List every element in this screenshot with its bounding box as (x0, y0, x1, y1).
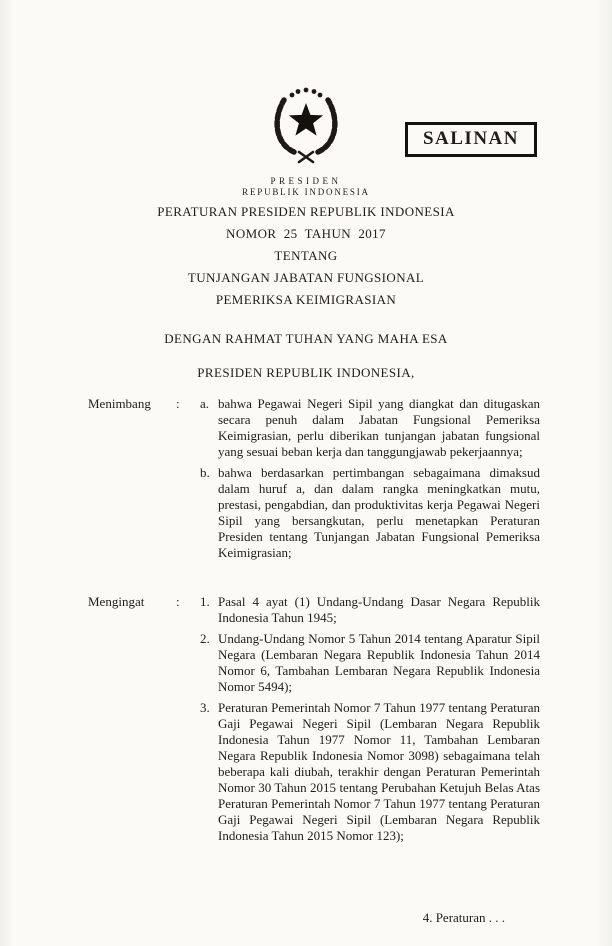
title-line-subject-1: TUNJANGAN JABATAN FUNGSIONAL (187, 270, 425, 285)
letterhead-republik-indonesia: REPUBLIK INDONESIA (242, 187, 370, 197)
letterhead (0, 176, 612, 198)
menimbang-item-b (200, 465, 540, 561)
menimbang-item-a (200, 396, 540, 460)
catchword-footer: 4. Peraturan . . . (422, 910, 505, 925)
item-marker: 1. (200, 594, 210, 609)
item-marker: 3. (200, 700, 210, 715)
mengingat-item-3 (200, 700, 540, 844)
item-marker: b. (200, 465, 210, 480)
title-block (0, 201, 612, 384)
item-marker: a. (200, 396, 210, 411)
menimbang-section (88, 396, 540, 561)
enacting-authority-line: PRESIDEN REPUBLIK INDONESIA, (197, 365, 415, 380)
salinan-badge-label: SALINAN (422, 128, 519, 149)
letterhead-presiden: PRESIDEN (270, 176, 342, 186)
title-line-subject-2: PEMERIKSA KEIMIGRASIAN (215, 292, 397, 307)
item-marker: 2. (200, 631, 210, 646)
mengingat-section (88, 594, 540, 844)
item-text: Peraturan Pemerintah Nomor 7 Tahun 1977 tentang Peraturan Gaji Pegawai Negeri Sipil (Lembaran Negara Republik Indonesia Tahun 1977 Nomor 11, Tambahan Lembaran Negara Republik Indonesia Nomor 3098) sebagaimana telah beberapa kali diubah, terakhir dengan Peraturan Pemerintah Nomor 30 Tahun 2015 tentang Perubahan Ketujuh Belas Atas Peraturan Pemerintah Nomor 7 Tahun 1977 tentang Peraturan Gaji Pegawai Negeri Sipil (Lembaran Negara Republik Indonesia Tahun 2015 Nomor 123); (218, 700, 540, 843)
title-line-regulation: PERATURAN PRESIDEN REPUBLIK INDONESIA (157, 204, 455, 219)
menimbang-items (200, 396, 540, 561)
title-line-tentang: TENTANG (274, 248, 338, 263)
menimbang-colon: : (176, 396, 180, 411)
salinan-badge (405, 122, 537, 157)
document-body (88, 396, 540, 844)
mengingat-items (200, 594, 540, 844)
item-text: bahwa berdasarkan pertimbangan sebagaimana dimaksud dalam huruf a, dan dalam rangka meningkatkan mutu, prestasi, pengabdian, dan produktivitas kerja Pegawai Negeri Sipil yang bersangkutan, perlu menetapkan Peraturan Presiden tentang Tunjangan Jabatan Fungsional Pemeriksa Keimigrasian; (218, 465, 540, 560)
mengingat-item-1 (200, 594, 540, 626)
invocation-line: DENGAN RAHMAT TUHAN YANG MAHA ESA (164, 331, 448, 346)
mengingat-item-2 (200, 631, 540, 695)
title-line-number: NOMOR 25 TAHUN 2017 (226, 226, 386, 241)
mengingat-colon: : (176, 594, 180, 609)
item-text: Undang-Undang Nomor 5 Tahun 2014 tentang Aparatur Sipil Negara (Lembaran Negara Republik Indonesia Tahun 2014 Nomor 6, Tambahan Lembaran Negara Republik Indonesia Nomor 5494); (218, 631, 540, 694)
presidential-emblem-icon (263, 84, 349, 166)
item-text: bahwa Pegawai Negeri Sipil yang diangkat dan ditugaskan secara penuh dalam Jabatan Fungsional Pemeriksa Keimigrasian, perlu diberikan tunjangan jabatan fungsional yang sesuai beban kerja dan tanggungjawab pekerjaannya; (218, 396, 540, 459)
menimbang-label: Menimbang (88, 396, 151, 411)
mengingat-label: Mengingat (88, 594, 145, 609)
item-text: Pasal 4 ayat (1) Undang-Undang Dasar Negara Republik Indonesia Tahun 1945; (218, 594, 540, 625)
